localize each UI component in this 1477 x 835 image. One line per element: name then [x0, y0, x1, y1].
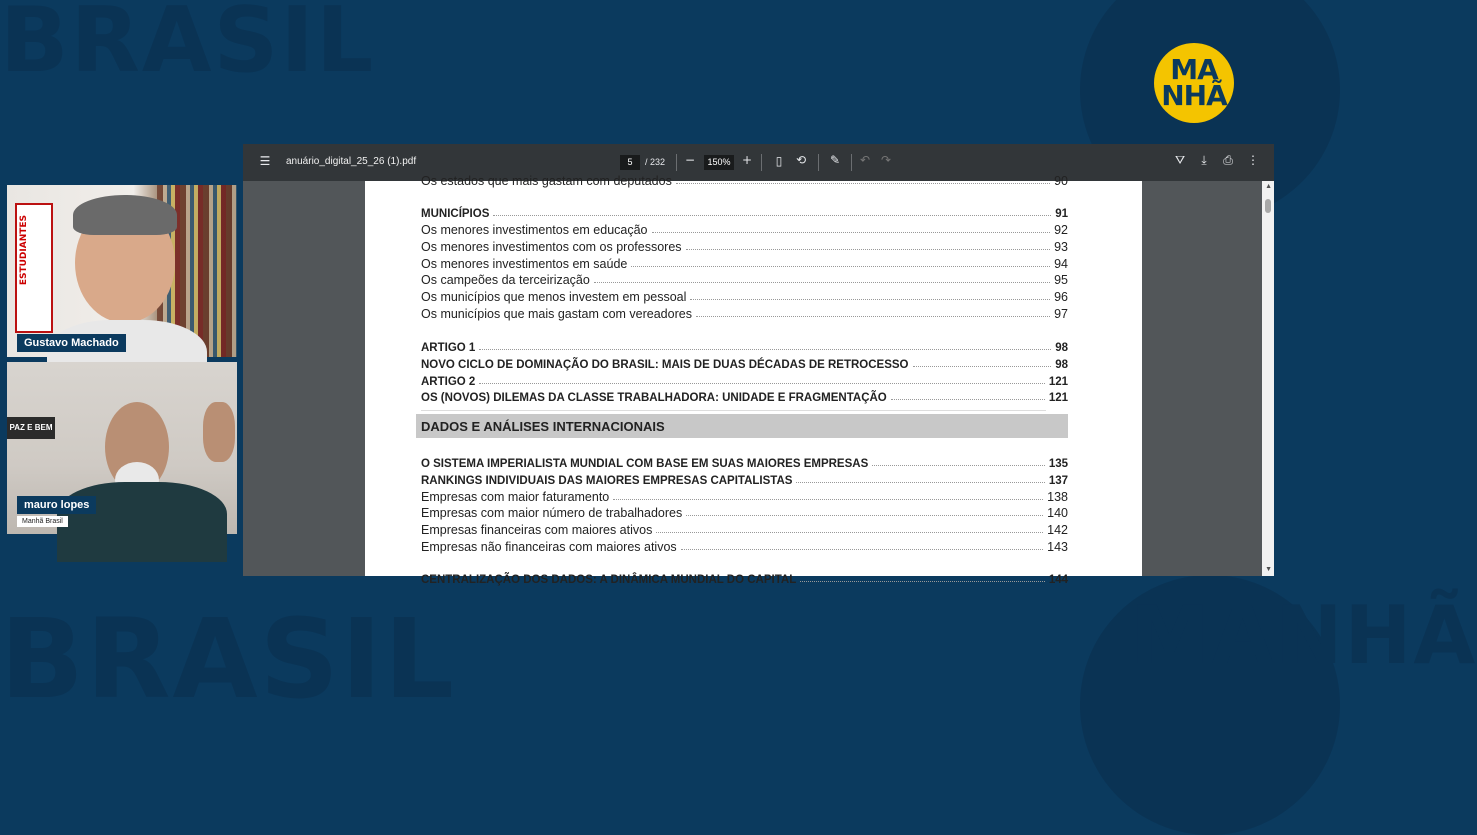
toc-page: 98	[1055, 342, 1068, 354]
toc-title: ARTIGO 2	[421, 376, 476, 388]
toc-title: Os estados que mais gastam com deputados	[421, 174, 672, 188]
toc-row[interactable]	[421, 470, 1068, 487]
toc-page: 143	[1047, 540, 1068, 554]
toolbar-divider	[761, 154, 762, 171]
rotate-icon[interactable]: ⟲	[795, 153, 807, 167]
toc-page: 144	[1048, 574, 1068, 586]
toc-page: 142	[1047, 523, 1068, 537]
toc-title: Empresas financeiras com maiores ativos	[421, 523, 653, 537]
toc-leader	[913, 366, 1052, 367]
toc-row[interactable]	[421, 520, 1068, 537]
toolbar-divider	[818, 154, 819, 171]
more-icon[interactable]: ⋮	[1247, 153, 1259, 167]
toc-title: NOVO CICLO DE DOMINAÇÃO DO BRASIL: MAIS DE DUAS DÉCADAS DE RETROCESSO	[421, 359, 909, 371]
toc-page: 90	[1054, 174, 1068, 188]
manha-brasil-logo	[1154, 43, 1234, 123]
toc-page: 91	[1055, 208, 1068, 220]
toc-leader	[656, 532, 1043, 533]
toc-page: 138	[1047, 490, 1068, 504]
toc-title: Os campeões da terceirização	[421, 273, 590, 287]
toc-row[interactable]	[421, 304, 1068, 321]
background-brasil-text-bottom: BRASIL	[0, 595, 456, 723]
scroll-down-icon[interactable]: ▼	[1265, 566, 1272, 573]
toc-row[interactable]	[421, 453, 1068, 470]
zoom-in-icon[interactable]: +	[741, 153, 753, 167]
toc-page: 96	[1054, 290, 1068, 304]
menu-icon[interactable]: ☰	[259, 154, 271, 168]
participant-1-hair	[73, 195, 177, 235]
toc-leader	[594, 282, 1050, 283]
participant-video-tile-2	[7, 362, 237, 534]
toc-row[interactable]	[421, 569, 1068, 586]
toc-row[interactable]	[421, 220, 1068, 237]
toc-title: Os menores investimentos em educação	[421, 223, 648, 237]
toc-row[interactable]	[421, 354, 1068, 371]
toc-page: 94	[1054, 257, 1068, 271]
participant-2-shirt	[57, 482, 227, 562]
toc-title: Empresas não financeiras com maiores ativos	[421, 540, 677, 554]
toc-title: Os menores investimentos com os professores	[421, 240, 682, 254]
participant-video-tile-1	[7, 185, 237, 357]
download-icon[interactable]: ⤓	[1201, 153, 1207, 167]
toc-leader	[891, 399, 1045, 400]
toc-leader	[690, 299, 1050, 300]
toc-title: Os municípios que mais gastam com vereadores	[421, 307, 692, 321]
toc-page: 135	[1048, 458, 1068, 470]
divider	[421, 410, 1046, 411]
toc-page: 92	[1054, 223, 1068, 237]
undo-icon[interactable]: ↶	[859, 153, 871, 167]
toc-leader	[686, 249, 1051, 250]
pdf-page	[365, 174, 1142, 586]
participant-2-name-tag: mauro lopes	[17, 496, 96, 514]
toc-page: 97	[1054, 307, 1068, 321]
toc-title: ARTIGO 1	[421, 342, 476, 354]
scroll-thumb[interactable]	[1265, 199, 1271, 213]
toc-title: Os municípios que menos investem em pessoal	[421, 290, 687, 304]
toc-title: CENTRALIZAÇÃO DOS DADOS: A DINÂMICA MUNDIAL DO CAPITAL	[421, 574, 797, 586]
toolbar-divider	[851, 154, 852, 171]
toc-title: Os menores investimentos em saúde	[421, 257, 628, 271]
toc-leader	[686, 515, 1043, 516]
toc-row[interactable]	[421, 503, 1068, 520]
toc-row[interactable]	[421, 337, 1068, 354]
scrollbar[interactable]	[1262, 181, 1274, 576]
toc-row[interactable]	[421, 487, 1068, 504]
toc-title: MUNICÍPIOS	[421, 208, 490, 220]
toc-row[interactable]	[421, 387, 1068, 404]
toc-leader	[493, 215, 1051, 216]
toc-page: 140	[1047, 506, 1068, 520]
sign-board: PAZ E BEM	[7, 417, 55, 439]
logo-line-1: MA	[1170, 53, 1218, 86]
toc-row[interactable]	[421, 537, 1068, 554]
logo-line-2: NHÃ	[1161, 79, 1227, 112]
file-name: anuário_digital_25_26 (1).pdf	[286, 156, 417, 167]
toc-leader	[676, 183, 1050, 184]
participant-2-subtitle: Manhã Brasil	[17, 516, 68, 527]
background-manha-text: MANHÃ	[1130, 589, 1477, 682]
save-drive-icon[interactable]: ⛛	[1174, 153, 1186, 167]
toc-row[interactable]	[421, 171, 1068, 188]
toc-row[interactable]	[421, 237, 1068, 254]
toc-leader	[479, 349, 1051, 350]
toc-page: 137	[1048, 475, 1068, 487]
pdf-viewer	[243, 144, 1274, 586]
toc-page: 121	[1048, 392, 1068, 404]
scroll-up-icon[interactable]: ▲	[1265, 183, 1272, 190]
toc-leader	[796, 482, 1044, 483]
toc-title: Empresas com maior faturamento	[421, 490, 610, 504]
participant-2-hand	[203, 402, 235, 462]
zoom-out-icon[interactable]: −	[684, 153, 696, 167]
toc-row[interactable]	[421, 371, 1068, 388]
annotate-icon[interactable]: ✎	[829, 153, 841, 167]
toc-leader	[631, 266, 1050, 267]
toc-title: RANKINGS INDIVIDUAIS DAS MAIORES EMPRESAS CAPITALISTAS	[421, 475, 793, 487]
poster-text: ESTUDIANTES	[19, 215, 29, 286]
toc-leader	[681, 549, 1043, 550]
toc-title: OS (NOVOS) DILEMAS DA CLASSE TRABALHADORA: UNIDADE E FRAGMENTAÇÃO	[421, 392, 887, 404]
toc-row[interactable]	[421, 270, 1068, 287]
toc-row[interactable]	[421, 287, 1068, 304]
toc-row[interactable]	[421, 254, 1068, 271]
background-brasil-text-top: BRASIL	[0, 0, 376, 93]
toc-leader	[479, 383, 1045, 384]
zoom-level-input[interactable]: 150%	[704, 155, 734, 170]
toc-title: O SISTEMA IMPERIALISTA MUNDIAL COM BASE EM SUAS MAIORES EMPRESAS	[421, 458, 869, 470]
page-total: / 232	[645, 157, 666, 167]
toc-leader	[696, 316, 1050, 317]
redo-icon[interactable]: ↷	[880, 153, 892, 167]
toc-page: 98	[1055, 359, 1068, 371]
toc-title: Empresas com maior número de trabalhadores	[421, 506, 683, 520]
toc-row[interactable]	[421, 203, 1068, 220]
toc-page: 121	[1048, 376, 1068, 388]
toc-page: 95	[1054, 273, 1068, 287]
toc-leader	[872, 465, 1045, 466]
print-icon[interactable]: ⎙	[1223, 153, 1233, 167]
toolbar-divider	[676, 154, 677, 171]
page-number-input[interactable]: 5	[620, 155, 640, 170]
participant-1-name-tag: Gustavo Machado	[17, 334, 126, 352]
toc-leader	[800, 581, 1045, 582]
toc-leader	[613, 499, 1043, 500]
toc-leader	[652, 232, 1051, 233]
toc-page: 93	[1054, 240, 1068, 254]
fit-page-icon[interactable]: ▯	[775, 154, 783, 168]
section-title: DADOS E ANÁLISES INTERNACIONAIS	[421, 419, 665, 434]
